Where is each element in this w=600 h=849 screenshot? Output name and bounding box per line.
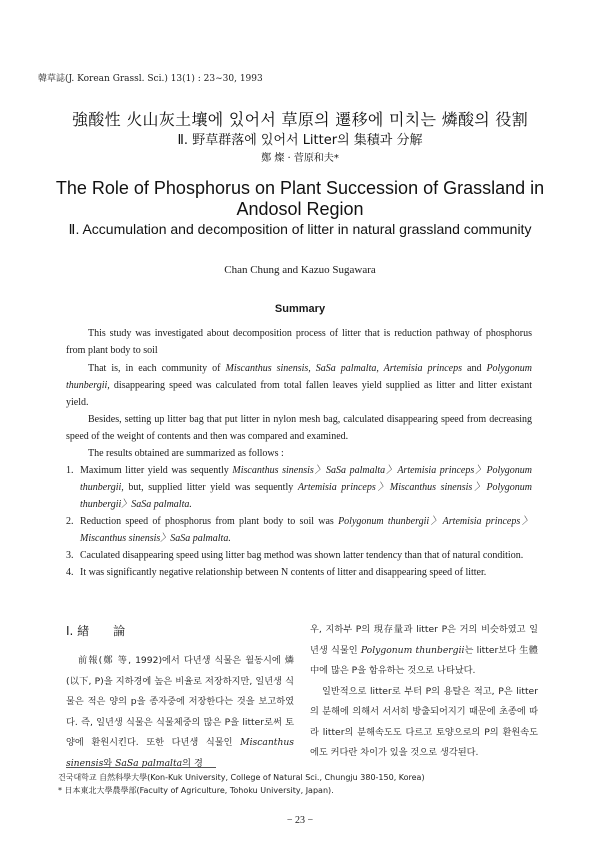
result-item: 2. Reduction speed of phosphorus from plant body to soil was Polygonum thunbergii〉Artemisia princeps〉Miscanthus sinensis〉SaSa palmalta. (66, 516, 532, 544)
right-column-text: 우, 지하부 P의 現存量과 litter P은 거의 비슷하였고 일년생 식물인 Polygonum thunbergii는 litter보다 生體中에 많은 P을 함유하는 것으로 나타났다. 일반적으로 litter로 부터 P의 용탈은 적고, P은 litter의 분해에 의해서 서서히 방출되어지기 때문에 초종에 따라 litter의 분해속도도 다르고 토양으로의 P의 환원속도에도 커다란 차이가 있을 것으로 생각된다. (310, 624, 538, 758)
footnote-affiliation-2: * 日本東北大學農學部(Faculty of Agriculture, Tohoku University, Japan). (58, 786, 334, 795)
english-authors: Chan Chung and Kazuo Sugawara (224, 264, 376, 276)
footnote-rule (66, 767, 216, 768)
english-subtitle: Ⅱ. Accumulation and decomposition of litter in natural grassland community (68, 221, 532, 237)
summary-heading: Summary (274, 303, 326, 315)
page-number: − 23 − (286, 815, 314, 826)
english-title: The Role of Phosphorus on Plant Succession of Grassland in Andosol Region (55, 178, 545, 219)
journal-citation: 韓草誌(J. Korean Grassl. Sci.) 13(1) : 23∼30, 1993 (38, 74, 263, 84)
summary-paragraph-3: Besides, setting up litter bag that put litter in nylon mesh bag, calculated disappearing speed from decreasing speed of the weight of contents and then was compared and examined. (66, 414, 532, 442)
footnote-affiliation-1: 건국대학교 自然科學大學(Kon-Kuk University, College of Natural Sci., Chungju 380-150, Korea) (58, 773, 425, 782)
summary-paragraph-1: This study was investigated about decomposition process of litter that is reduction pathway of phosphorus from plant body to soil (66, 328, 532, 356)
summary-paragraph-4: The results obtained are summarized as follows : (88, 448, 284, 459)
footnotes (58, 771, 528, 797)
summary-paragraph-2: That is, in each community of Miscanthus sinensis, SaSa palmalta, Artemisia princeps and Polygonum thunbergii, disappearing speed was calculated from total fallen leaves yield supplied as litter and litter existant yield. (66, 363, 532, 408)
section-heading-introduction: Ⅰ. 緖 論 (66, 624, 126, 638)
korean-subtitle: Ⅱ. 野草群落에 있어서 Litter의 集積과 分解 (177, 133, 423, 148)
result-item: 4. It was significantly negative relationship between N contents of litter and disappearing speed of litter. (66, 567, 487, 578)
result-item: 1. Maximum litter yield was sequently Miscanthus sinensis〉SaSa palmalta〉Artemisia princeps〉Polygonum thunbergii, but, supplied litter yield was sequently Artemisia princeps〉Miscanthus sinensis〉Polygonum thunbergii〉SaSa palmalta. (66, 465, 532, 510)
korean-authors: 鄭 燦 · 菅原和夫* (261, 153, 339, 164)
results-list (66, 462, 532, 581)
korean-title: 強酸性 火山灰土壤에 있어서 草原의 遷移에 미치는 燐酸의 役割 (71, 110, 529, 129)
left-column-text: 前報(鄭 等, 1992)에서 다년생 식물은 월동시에 燐(以下, P)을 지하경에 높은 비율로 저장하지만, 일년생 식물은 적은 양의 p을 종자중에 저장한다는 것을 보고하였다. 즉, 일년생 식물은 식물체중의 많은 P을 litter로써 토양에 환원시킨다. 또한 다년생 식물인 Miscanthus sinensis와 SaSa palmalta의 경 (66, 655, 294, 769)
result-item: 3. Caculated disappearing speed using litter bag method was shown latter tendency than that of natural condition. (66, 550, 524, 561)
